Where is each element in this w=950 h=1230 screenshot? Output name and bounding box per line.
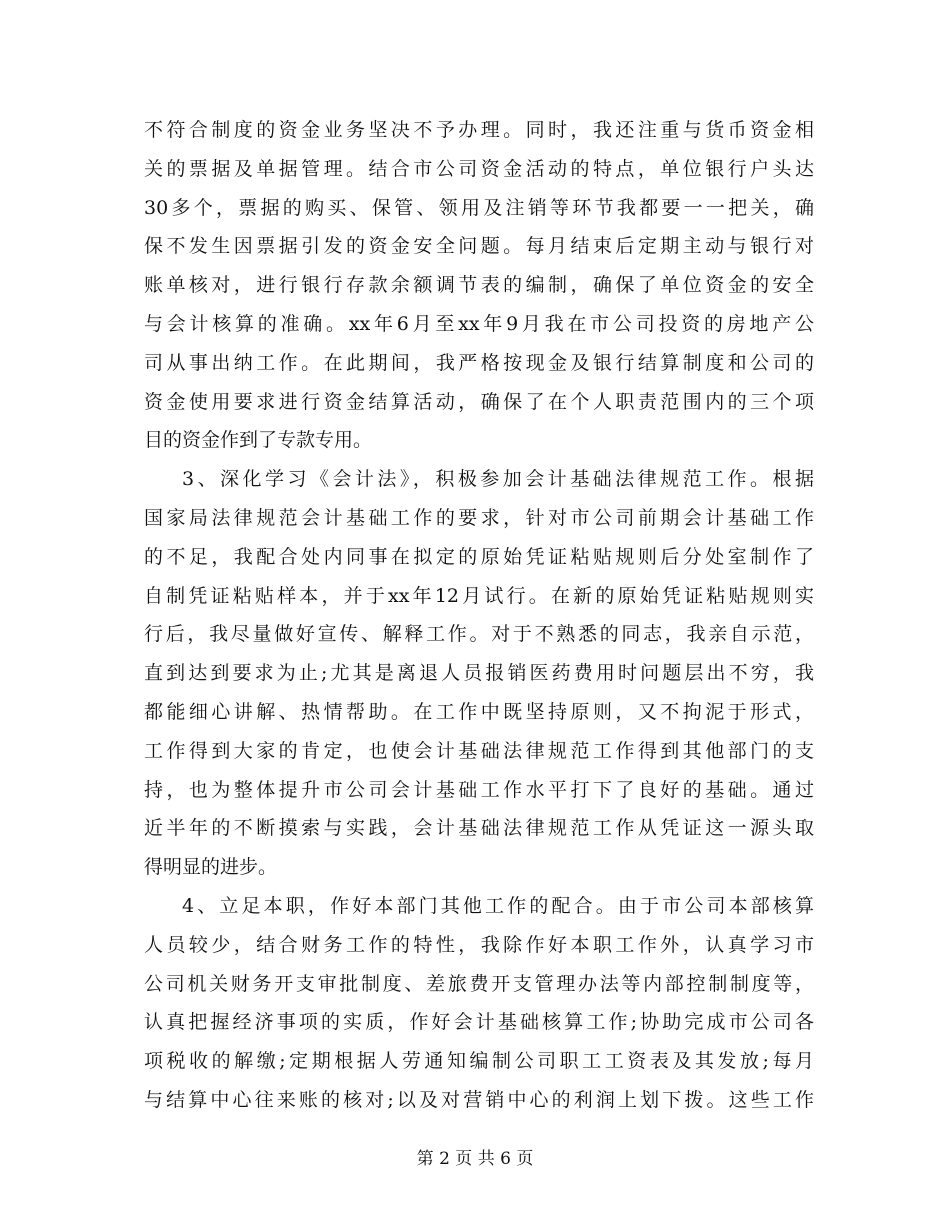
text-line: 的不足，我配合处内同事在拟定的原始凭证粘贴规则后分处室制作了: [144, 545, 814, 568]
page-footer: [0, 1147, 950, 1171]
text-line: 工作得到大家的肯定，也使会计基础法律规范工作得到其他部门的支: [144, 739, 814, 762]
text-line: 与会计核算的准确。xx年6月至xx年9月我在市公司投资的房地产公: [144, 312, 814, 335]
text-line: 保不发生因票据引发的资金安全问题。每月结束后定期主动与银行对: [144, 235, 814, 258]
text-line: 30多个，票据的购买、保管、领用及注销等环节我都要一一把关，确: [144, 196, 814, 219]
text-line: 公司机关财务开支审批制度、差旅费开支管理办法等内部控制制度等，: [144, 972, 814, 995]
text-line: 国家局法律规范会计基础工作的要求，针对市公司前期会计基础工作: [144, 506, 814, 529]
text-line: 司从事出纳工作。在此期间，我严格按现金及银行结算制度和公司的: [144, 351, 814, 374]
text-line: 账单核对，进行银行存款余额调节表的编制，确保了单位资金的安全: [144, 274, 814, 297]
text-line: 关的票据及单据管理。结合市公司资金活动的特点，单位银行户头达: [144, 157, 814, 180]
page-number-label: 第 2 页 共 6 页: [416, 1149, 534, 1169]
text-line: 与结算中心往来账的核对;以及对营销中心的利润上划下拨。这些工作: [144, 1088, 814, 1111]
text-line: 人员较少，结合财务工作的特性，我除作好本职工作外，认真学习市: [144, 933, 814, 956]
document-body: [144, 111, 814, 1120]
text-line: 自制凭证粘贴样本，并于xx年12月试行。在新的原始凭证粘贴规则实: [144, 584, 814, 607]
text-line: 行后，我尽量做好宣传、解释工作。对于不熟悉的同志，我亲自示范，: [144, 623, 814, 646]
text-line: 得明显的进步。: [144, 856, 278, 879]
text-line: 4、立足本职，作好本部门其他工作的配合。由于市公司本部核算: [182, 894, 814, 917]
text-line: 不符合制度的资金业务坚决不予办理。同时，我还注重与货币资金相: [144, 119, 814, 141]
text-line: 项税收的解缴;定期根据人劳通知编制公司职工工资表及其发放;每月: [144, 1050, 814, 1073]
text-line: 近半年的不断摸索与实践，会计基础法律规范工作从凭证这一源头取: [144, 817, 814, 840]
text-line: 都能细心讲解、热情帮助。在工作中既坚持原则，又不拘泥于形式，: [144, 700, 814, 723]
text-line: 持，也为整体提升市公司会计基础工作水平打下了良好的基础。通过: [144, 778, 814, 801]
text-line: 3、深化学习《会计法》，积极参加会计基础法律规范工作。根据: [182, 468, 814, 491]
text-line: 直到达到要求为止;尤其是离退人员报销医药费用时问题层出不穷，我: [144, 662, 814, 685]
text-line: 资金使用要求进行资金结算活动，确保了在个人职责范围内的三个项: [144, 390, 814, 413]
text-line: 认真把握经济事项的实质，作好会计基础核算工作;协助完成市公司各: [144, 1011, 814, 1034]
text-line: 目的资金作到了专款专用。: [144, 429, 373, 452]
